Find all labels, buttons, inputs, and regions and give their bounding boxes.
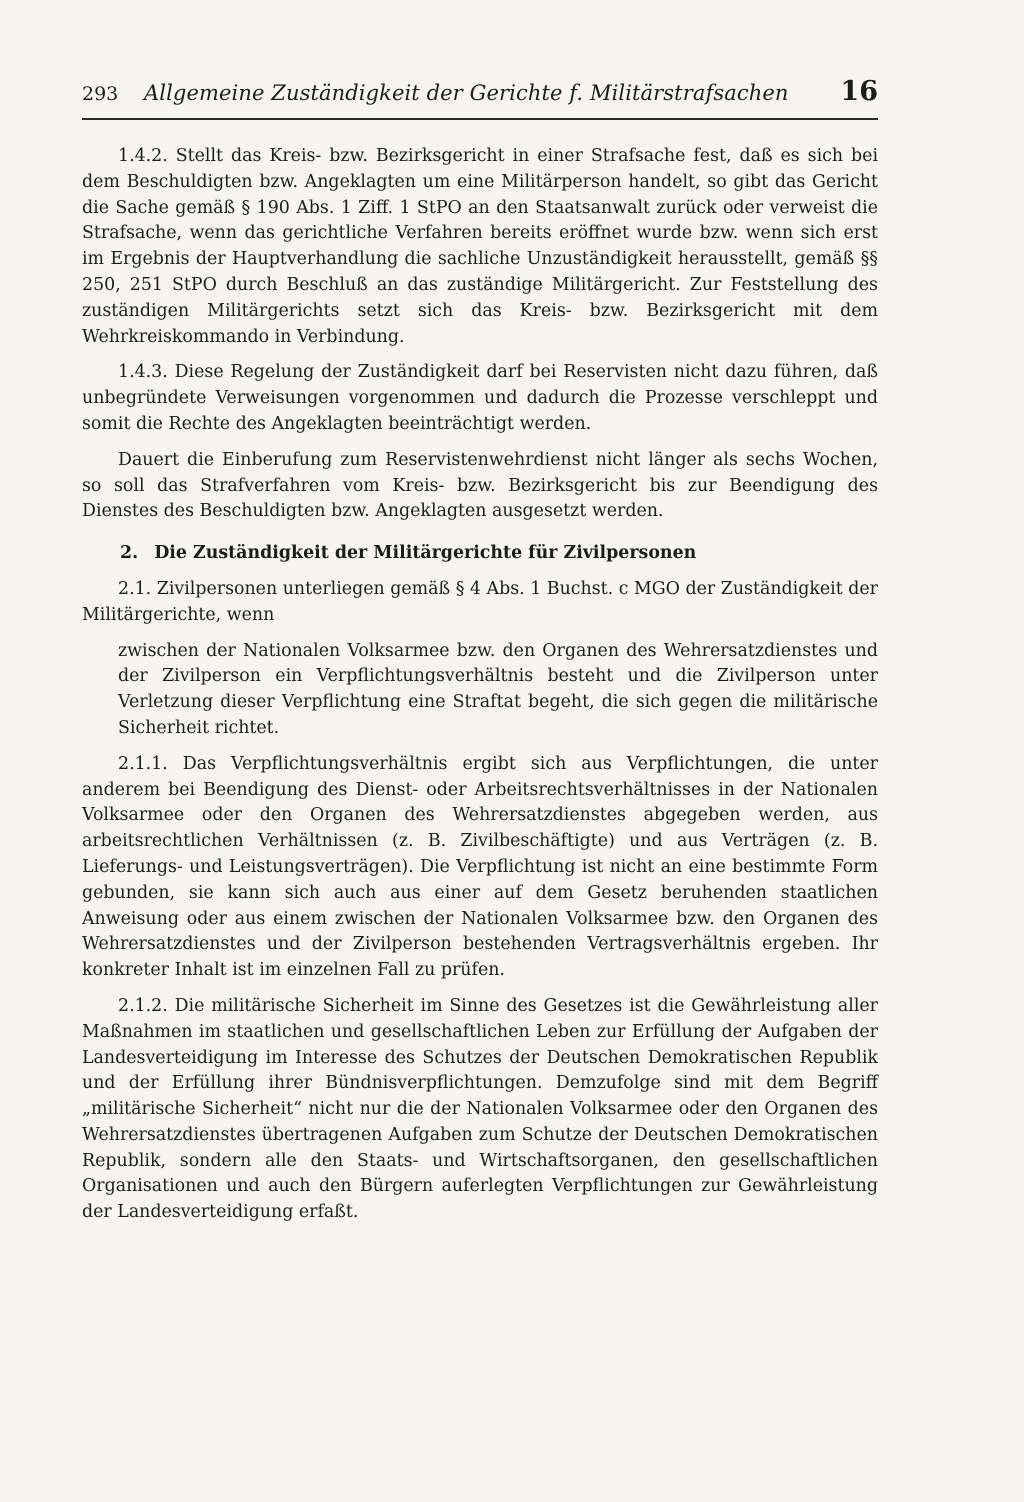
paragraph-text: Die militärische Sicherheit im Sinne des Gesetzes ist die Gewährleistung aller Maßnahmen im staatlichen und gesellschaftlichen Leben zur Erfüllung der Aufgaben der Landesverteidigung im Interesse des Schutzes der Deutschen Demokratischen Republik und der Erfüllung ihrer Bündnisverpflichtungen. Demzufolge sind mit dem Begriff „militärische Sicherheit“ nicht nur die der Nationalen Volksarmee oder den Organen des Wehrersatzdienstes übertragenen Aufgaben zum Schutze der Deutschen Demokratischen Republik, sondern alle den Staats- und Wirtschaftsorganen, den gesellschaftlichen Organisationen und auch den Bürgern auferlegten Verpflichtungen zur Gewährleistung der Landesverteidigung erfaßt.: [82, 995, 878, 1223]
paragraph-number: 2.1.: [118, 578, 152, 599]
paragraph-2-1-1: [82, 752, 878, 984]
paragraph-2-1: [82, 577, 878, 629]
header-rule: [82, 118, 878, 120]
paragraph-1-4-3-continued: [82, 448, 878, 525]
paragraph-text: Diese Regelung der Zuständigkeit darf bei Reservisten nicht dazu führen, daß unbegründete Verweisungen vorgenommen und dadurch die Prozesse verschleppt und somit die Rechte des Angeklagten beeinträchtigt werden.: [82, 362, 878, 434]
paragraph-2-1-2: [82, 994, 878, 1226]
paragraph-text: Das Verpflichtungsverhältnis ergibt sich aus Verpflichtungen, die unter anderem bei Beendigung des Dienst- oder Arbeitsrechtsverhältnisses in der Nationalen Volksarmee oder den Organen des Wehrersatzdienstes abgegeben werden, aus arbeitsrechtlichen Verhältnissen (z. B. Zivilbeschäftigte) und aus Verträgen (z. B. Lieferungs- und Leistungsverträgen). Die Verpflichtung ist nicht an eine bestimmte Form gebunden, sie kann sich auch aus einer auf dem Gesetz beruhenden staatlichen Anweisung oder aus einem zwischen der Nationalen Volksarmee bzw. den Organen des Wehrersatzdienstes und der Zivilperson bestehenden Vertragsverhältnis ergeben. Ihr konkreter Inhalt ist im einzelnen Fall zu prüfen.: [82, 753, 878, 981]
paragraph-1-4-2: [82, 144, 878, 350]
paragraph-number: 2.1.1.: [118, 753, 168, 774]
section-number: 2.: [120, 543, 139, 564]
paragraph-text: Dauert die Einberufung zum Reservistenwehrdienst nicht länger als sechs Wochen, so soll das Strafverfahren vom Kreis- bzw. Bezirksgericht bis zur Beendigung des Dienstes des Beschuldigten bzw. Angeklagten ausgesetzt werden.: [82, 449, 878, 522]
paragraph-text: Stellt das Kreis- bzw. Bezirksgericht in einer Strafsache fest, daß es sich bei dem Beschuldigten bzw. Angeklagten um eine Militärperson handelt, so gibt das Gericht die Sache gemäß § 190 Abs. 1 Ziff. 1 StPO an den Staatsanwalt zurück oder verweist die Strafsache, wenn das gerichtliche Verfahren bereits eröffnet wurde bzw. wenn sich erst im Ergebnis der Hauptverhandlung die sachliche Unzuständigkeit herausstellt, gemäß §§ 250, 251 StPO durch Beschluß an das zuständige Militärgericht. Zur Feststellung des zuständigen Militärgerichts setzt sich das Kreis- bzw. Bezirksgericht mit dem Wehrkreiskommando in Verbindung.: [82, 146, 879, 347]
paragraph-number: 2.1.2.: [118, 995, 168, 1016]
section-heading-2: [120, 541, 878, 567]
paragraph-text: Zivilpersonen unterliegen gemäß § 4 Abs. 1 Buchst. c MGO der Zuständigkeit der Militärgerichte, wenn: [82, 578, 878, 625]
section-title: Die Zuständigkeit der Militärgerichte für Zivilpersonen: [154, 543, 697, 564]
page-body: [82, 144, 878, 1226]
paragraph-number: 1.4.2.: [118, 146, 168, 166]
paragraph-1-4-3: [82, 360, 878, 437]
chapter-number: 16: [840, 76, 878, 107]
running-title: Allgemeine Zuständigkeit der Gerichte f. Militärstrafsachen: [144, 81, 789, 105]
page-number: 293: [82, 83, 119, 105]
paragraph-number: 1.4.3.: [118, 362, 168, 383]
page-header: [82, 78, 878, 108]
paragraph-2-1-condition: [118, 639, 878, 742]
paragraph-text: zwischen der Nationalen Volksarmee bzw. den Organen des Wehrersatzdienstes und der Zivilperson ein Verpflichtungsverhältnis besteht und die Zivilperson unter Verletzung dieser Verpflichtung eine Straftat begeht, die sich gegen die militärische Sicherheit richtet.: [118, 640, 878, 738]
